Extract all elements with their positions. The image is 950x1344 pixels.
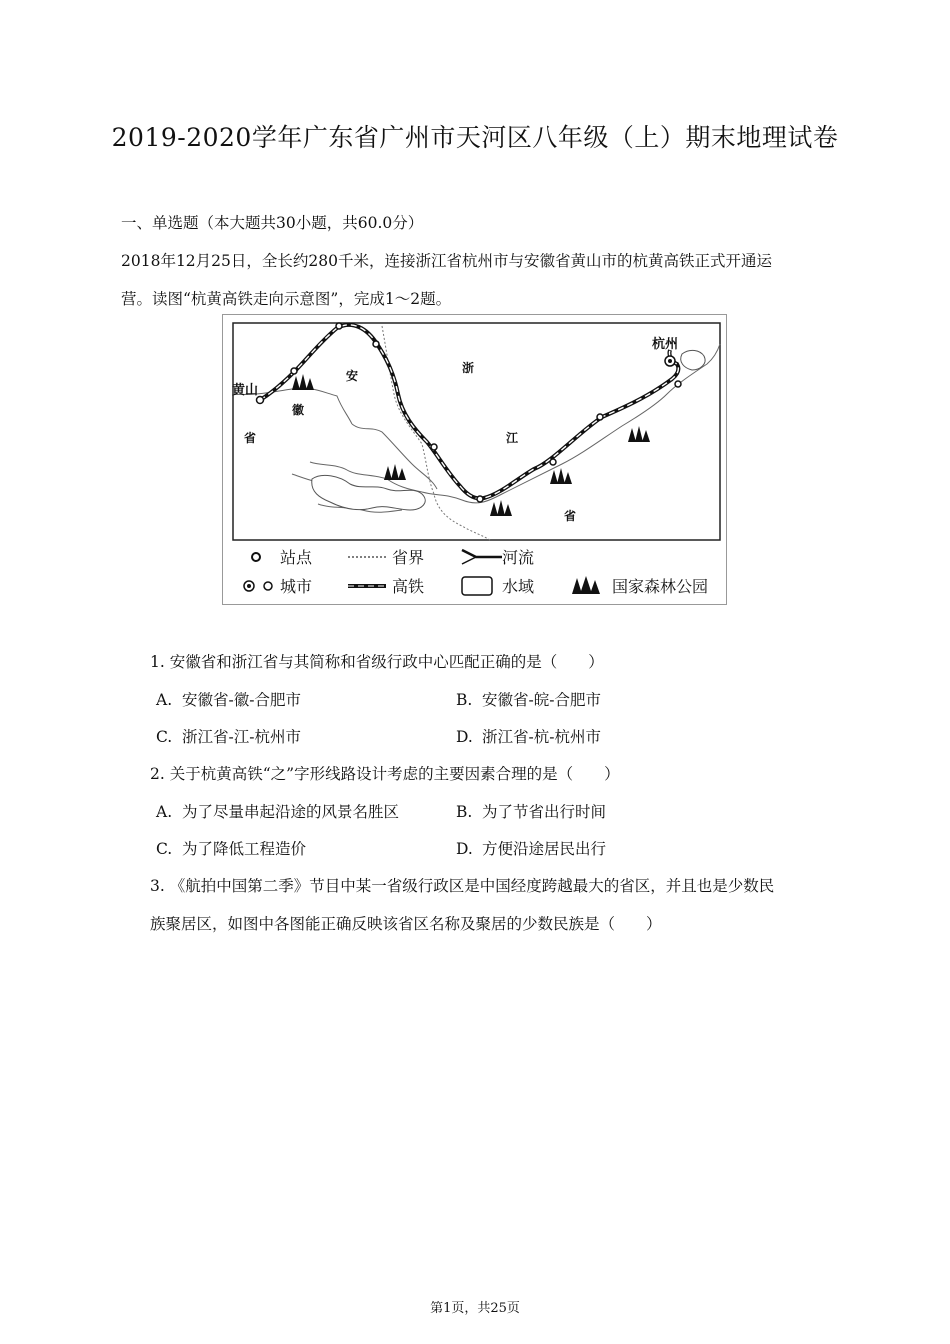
question-2-option-d[interactable]	[456, 837, 606, 859]
question-1-option-d[interactable]	[456, 725, 601, 747]
option-label: C.	[156, 840, 173, 858]
option-text: 安徽省-皖-合肥市	[482, 691, 601, 709]
legend-station-icon	[252, 553, 260, 561]
label-jiang: 江	[506, 431, 519, 445]
option-text: 方便沿途居民出行	[482, 840, 607, 858]
question-3-stem-line-1: 3. 《航拍中国第二季》节目中某一省级行政区是中国经度跨越最大的省区，并且也是少数民	[150, 877, 775, 895]
page-footer: 第1页，共25页	[430, 1301, 520, 1316]
option-label: C.	[156, 728, 173, 746]
option-text: 为了节省出行时间	[482, 803, 607, 821]
legend-river: 河流	[502, 548, 535, 567]
question-2-stem: 2. 关于杭黄高铁“之”字形线路设计考虑的主要因素合理的是（ ）	[150, 765, 620, 783]
label-zhe: 浙	[462, 361, 475, 375]
label-sheng-left: 省	[244, 431, 257, 445]
question-2-option-a[interactable]	[156, 800, 399, 822]
option-text: 浙江省-江-杭州市	[182, 728, 301, 746]
station	[373, 341, 379, 347]
legend-park: 国家森林公园	[612, 577, 709, 596]
option-label: A.	[156, 691, 173, 709]
option-text: 安徽省-徽-合肥市	[182, 691, 301, 709]
option-label: D.	[456, 728, 473, 746]
option-label: B.	[456, 803, 473, 821]
page-title: 2019-2020学年广东省广州市天河区八年级（上）期末地理试卷	[111, 123, 839, 152]
label-sheng-right: 省	[564, 509, 577, 523]
label-an: 安	[346, 369, 359, 383]
option-text: 为了降低工程造价	[182, 840, 307, 858]
option-text: 为了尽量串起沿途的风景名胜区	[182, 803, 400, 821]
question-3-stem-line-2: 族聚居区，如图中各图能正确反映该省区名称及聚居的少数民族是（ ）	[150, 915, 662, 933]
option-label: B.	[456, 691, 473, 709]
legend-rail: 高铁	[392, 577, 425, 596]
city-hangzhou-dot	[668, 359, 672, 363]
question-2-option-b[interactable]	[456, 800, 606, 822]
intro-line-1: 2018年12月25日，全长约280千米，连接浙江省杭州市与安徽省黄山市的杭黄高铁正式开通运	[121, 252, 772, 270]
station	[597, 414, 603, 420]
option-label: A.	[156, 803, 173, 821]
legend-water: 水域	[502, 577, 535, 596]
station	[675, 381, 681, 387]
question-2-option-c[interactable]	[156, 837, 306, 859]
question-1-option-b[interactable]	[456, 688, 601, 710]
station	[336, 323, 342, 329]
question-1-stem: 1. 安徽省和浙江省与其简称和省级行政中心匹配正确的是（ ）	[150, 653, 604, 671]
section-heading: 一、单选题（本大题共30小题，共60.0分）	[121, 214, 424, 232]
station	[550, 459, 556, 465]
station	[477, 496, 483, 502]
railway-map	[222, 314, 727, 605]
question-1-option-c[interactable]	[156, 725, 301, 747]
label-huangshan: 黄山	[232, 383, 259, 398]
option-text: 浙江省-杭-杭州市	[482, 728, 601, 746]
label-hui: 徽	[292, 403, 305, 417]
label-hangzhou: 杭州	[652, 337, 679, 352]
option-label: D.	[456, 840, 473, 858]
station	[431, 444, 437, 450]
legend-station: 站点	[280, 548, 313, 567]
intro-line-2: 营。读图“杭黄高铁走向示意图”，完成1～2题。	[121, 290, 452, 308]
legend-border: 省界	[392, 548, 425, 567]
legend-city: 城市	[280, 577, 313, 596]
question-1-option-a[interactable]	[156, 688, 301, 710]
station	[291, 368, 297, 374]
legend-water-icon	[462, 577, 492, 595]
